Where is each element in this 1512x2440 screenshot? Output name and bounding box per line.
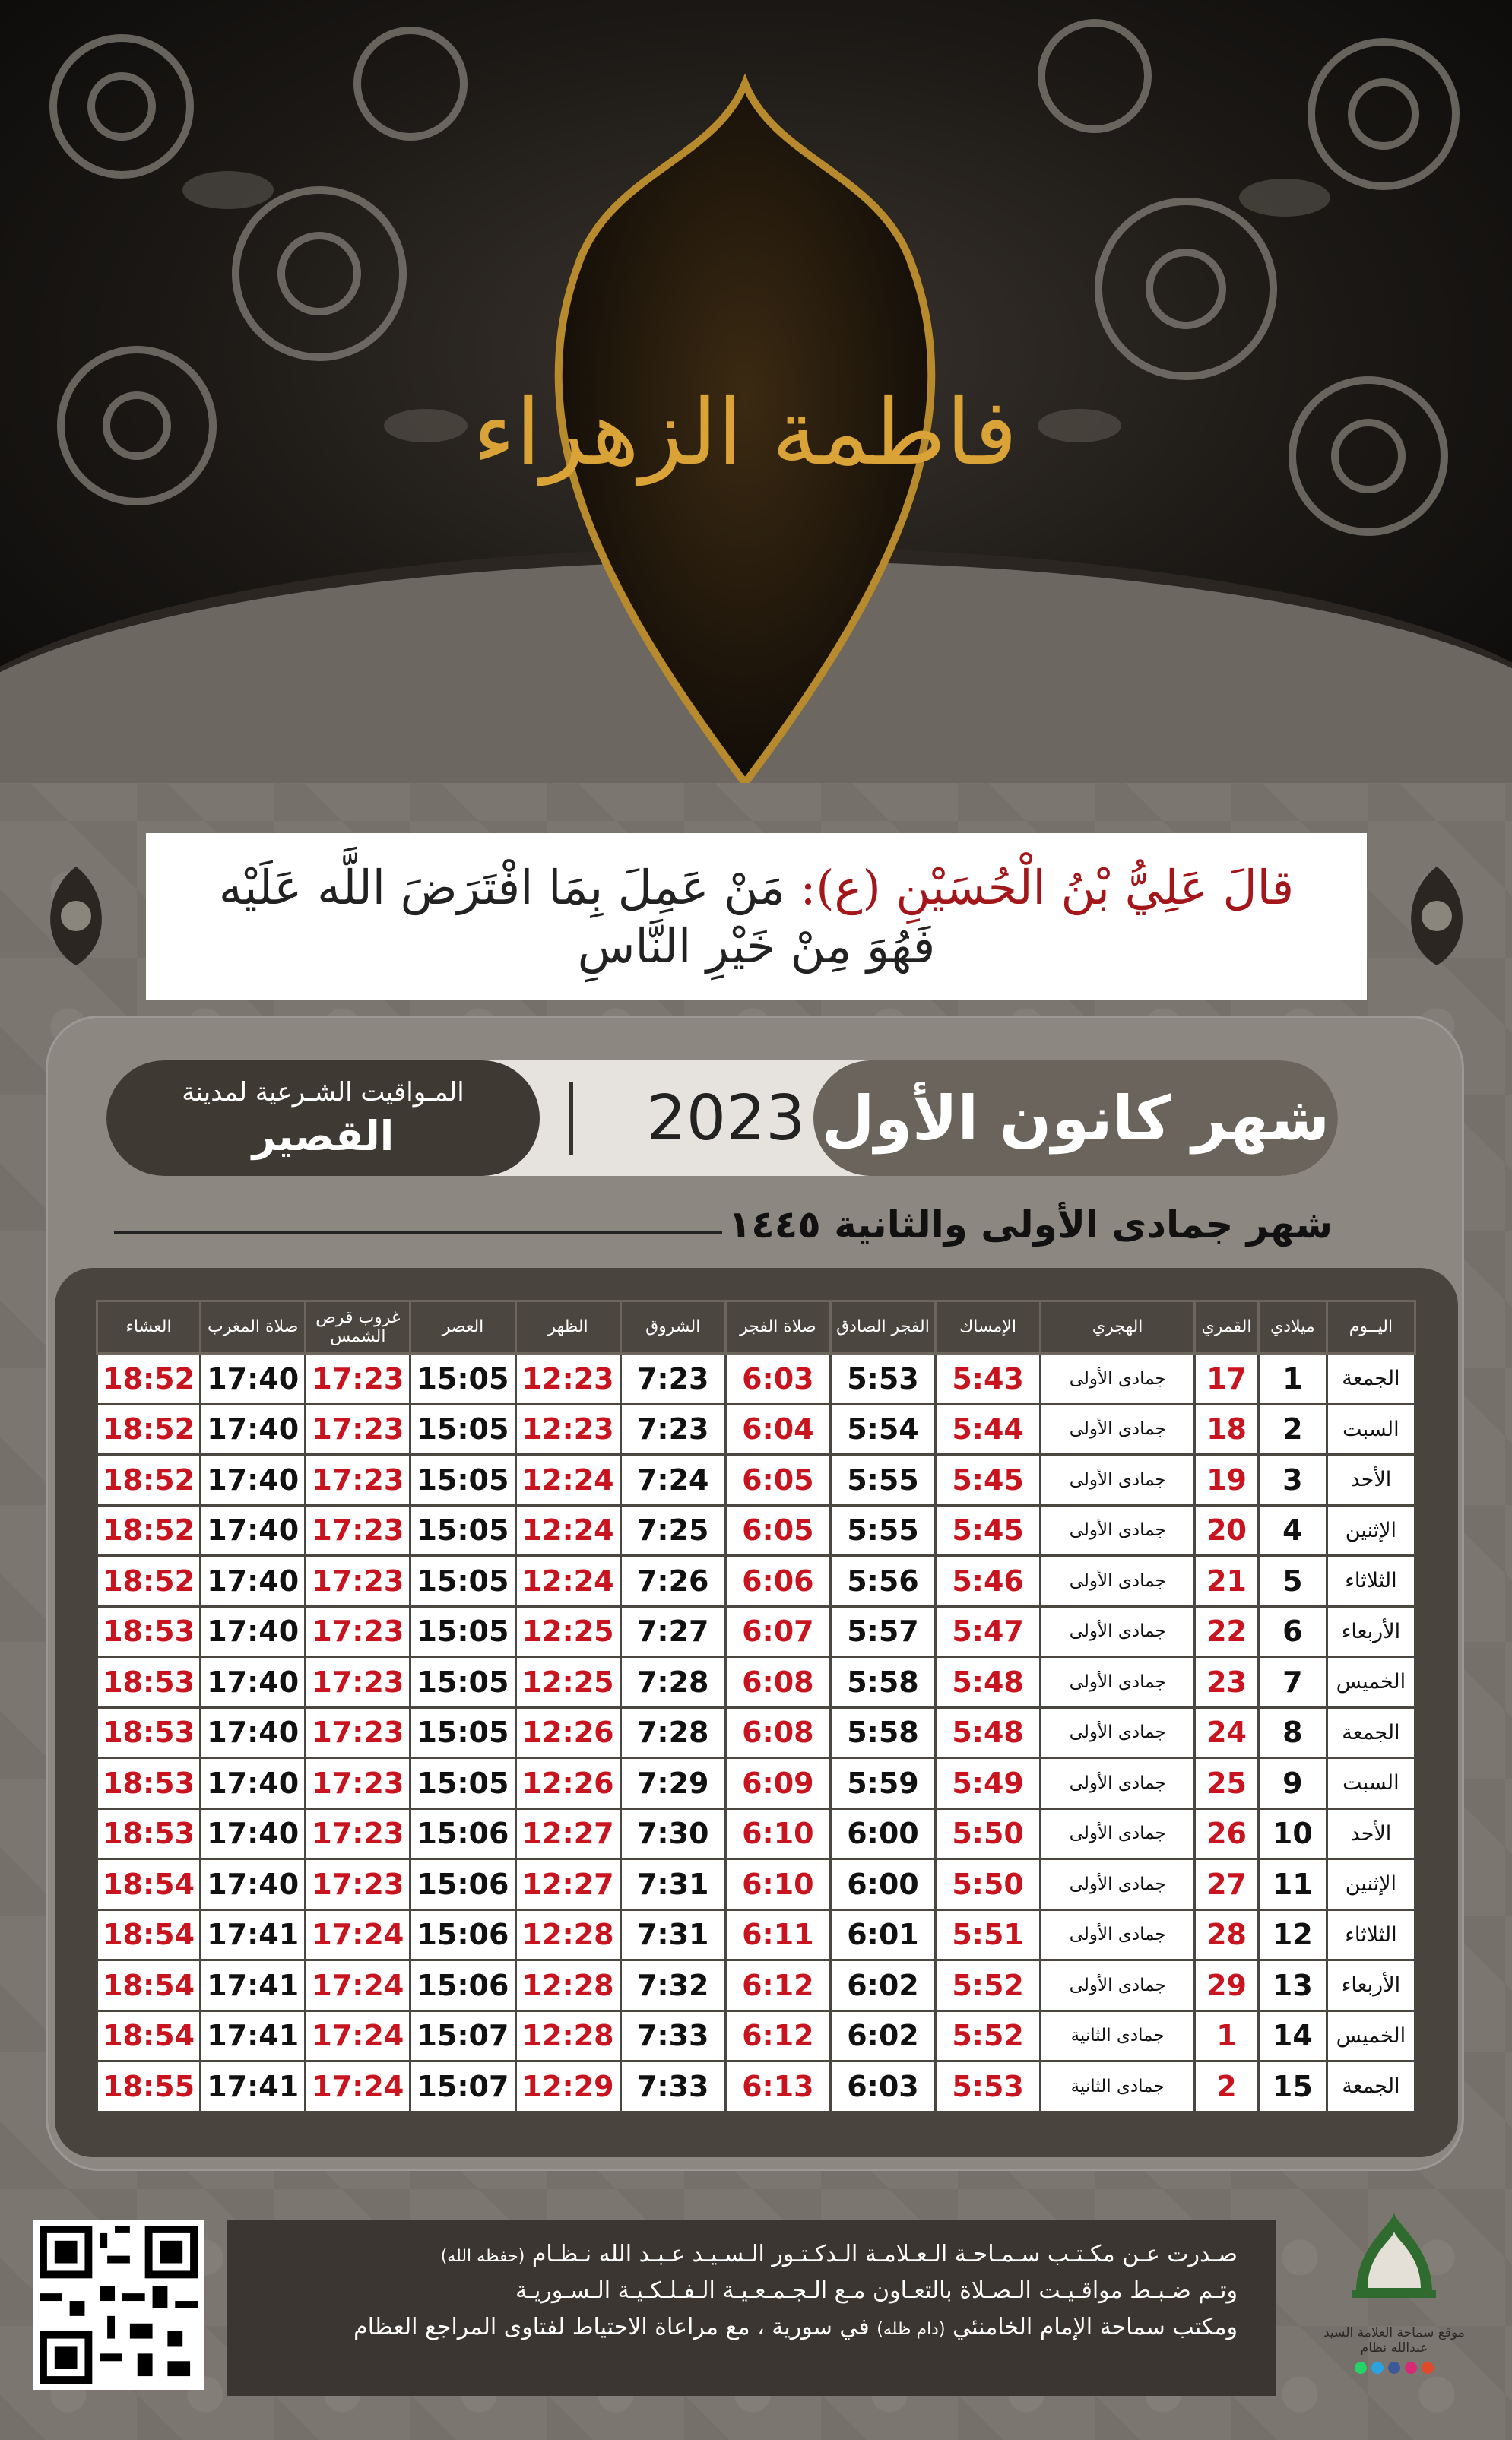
table-cell: 7:33 [620, 2061, 725, 2112]
table-cell: جمادى الأولى [1041, 1960, 1195, 2011]
table-cell: 5:48 [936, 1707, 1041, 1758]
city-name: القصير [252, 1111, 395, 1160]
table-cell: 15:05 [410, 1606, 515, 1657]
footer-credits [227, 2220, 1276, 2396]
table-cell: 17:40 [201, 1606, 306, 1657]
table-cell: 6:12 [725, 2011, 830, 2061]
table-cell: 5:51 [936, 1909, 1041, 1960]
table-cell: 5:47 [936, 1606, 1041, 1657]
city-block [106, 1060, 540, 1176]
table-cell: 6:03 [725, 1354, 830, 1405]
table-cell: 17:40 [201, 1657, 306, 1708]
whatsapp-icon[interactable] [1355, 2362, 1367, 2374]
table-cell: 27 [1195, 1859, 1259, 1910]
table-cell: 17:40 [201, 1404, 306, 1455]
table-cell: 17:23 [306, 1859, 410, 1910]
table-cell: جمادى الأولى [1041, 1909, 1195, 1960]
table-cell: 18:53 [97, 1657, 201, 1708]
table-cell: 15:06 [410, 1808, 515, 1859]
table-cell: 7:29 [620, 1758, 725, 1809]
table-cell: 5:54 [830, 1404, 935, 1455]
column-header: غروب قرص الشمس [306, 1301, 410, 1354]
table-row [97, 2011, 1415, 2061]
table-cell: 5:46 [936, 1556, 1041, 1607]
table-cell: 6:02 [830, 2011, 935, 2061]
column-header: القمري [1195, 1301, 1259, 1354]
table-row [97, 1758, 1415, 1809]
table-cell: 17:23 [306, 1455, 410, 1506]
prayer-times-table [96, 1300, 1416, 2113]
table-cell: 17:23 [306, 1808, 410, 1859]
table-cell: 12:25 [515, 1657, 620, 1708]
table-cell: الإثنين [1327, 1505, 1415, 1556]
table-cell: 1 [1258, 1354, 1327, 1405]
instagram-icon[interactable] [1405, 2362, 1417, 2374]
table-cell: 6:10 [725, 1808, 830, 1859]
table-cell: 3 [1258, 1455, 1327, 1506]
table-cell: 15:05 [410, 1455, 515, 1506]
table-cell: 18:53 [97, 1707, 201, 1758]
table-cell: 12:24 [515, 1505, 620, 1556]
table-cell: 18:54 [97, 2011, 201, 2061]
table-cell: الخميس [1327, 1657, 1415, 1708]
table-cell: 17:23 [306, 1707, 410, 1758]
table-cell: 5:58 [830, 1657, 935, 1708]
dome-logo-icon [1345, 2208, 1444, 2322]
table-cell: 6:03 [830, 2061, 935, 2112]
table-cell: 18:55 [97, 2061, 201, 2112]
table-cell: 12:23 [515, 1354, 620, 1405]
youtube-icon[interactable] [1422, 2362, 1434, 2374]
table-cell: 6:05 [725, 1505, 830, 1556]
logo-caption: موقع سماحة العلامة السيد عبدالله نظام [1323, 2325, 1465, 2356]
table-cell: 5:49 [936, 1758, 1041, 1809]
table-cell: 18:52 [97, 1455, 201, 1506]
table-cell: الجمعة [1327, 1354, 1415, 1405]
table-cell: 19 [1195, 1455, 1259, 1506]
table-row [97, 2061, 1415, 2112]
table-cell: 18:53 [97, 1808, 201, 1859]
table-cell: 12:27 [515, 1859, 620, 1910]
table-cell: الثلاثاء [1327, 1556, 1415, 1607]
footer-line-1-note: (حفظه الله) [440, 2247, 525, 2266]
left-ornament-icon [30, 859, 122, 973]
table-cell: 17:23 [306, 1354, 410, 1405]
table-cell: 15:05 [410, 1505, 515, 1556]
table-cell: جمادى الأولى [1041, 1556, 1195, 1607]
column-header: العصر [410, 1301, 515, 1354]
table-cell: 6:00 [830, 1859, 935, 1910]
table-cell: 17:24 [306, 1909, 410, 1960]
table-cell: 6:11 [725, 1909, 830, 1960]
table-cell: 22 [1195, 1606, 1259, 1657]
table-cell: 6:07 [725, 1606, 830, 1657]
table-cell: 15:07 [410, 2061, 515, 2112]
table-cell: 5:50 [936, 1808, 1041, 1859]
table-row [97, 1859, 1415, 1910]
table-cell: 5:44 [936, 1404, 1041, 1455]
table-cell: 6:12 [725, 1960, 830, 2011]
footer-line-3-note: (دام ظله) [876, 2320, 946, 2339]
table-row [97, 1808, 1415, 1859]
site-logo[interactable] [1307, 2208, 1482, 2406]
table-cell: 5:55 [830, 1505, 935, 1556]
table-cell: 15:06 [410, 1859, 515, 1910]
quote-line-1 [219, 858, 1294, 917]
table-cell: الثلاثاء [1327, 1909, 1415, 1960]
table-cell: 17:40 [201, 1758, 306, 1809]
qr-code-icon [40, 2226, 198, 2384]
table-cell: 6:08 [725, 1657, 830, 1708]
table-cell: 17:40 [201, 1556, 306, 1607]
table-cell: جمادى الأولى [1041, 1808, 1195, 1859]
table-cell: 20 [1195, 1505, 1259, 1556]
table-cell: 4 [1258, 1505, 1327, 1556]
table-cell: 5:45 [936, 1505, 1041, 1556]
table-cell: 6 [1258, 1606, 1327, 1657]
table-cell: 5:53 [830, 1354, 935, 1405]
table-cell: 15:05 [410, 1404, 515, 1455]
table-cell: 12:29 [515, 2061, 620, 2112]
table-cell: 24 [1195, 1707, 1259, 1758]
column-header: الظهر [515, 1301, 620, 1354]
table-cell: 15:05 [410, 1657, 515, 1708]
table-cell: 15:05 [410, 1556, 515, 1607]
footer-line-1-main: صـدرت عـن مكـتـب سـمـاحـة الـعـلامـة الـدكـتـور الـسـيـد عـبـد الله نـظـام [531, 2241, 1238, 2267]
table-cell: 23 [1195, 1657, 1259, 1708]
table-cell: 14 [1258, 2011, 1327, 2061]
table-cell: جمادى الأولى [1041, 1606, 1195, 1657]
table-cell: 5:53 [936, 2061, 1041, 2112]
title-bar [106, 1060, 1338, 1176]
footer-line-3 [257, 2309, 1238, 2346]
table-cell: 5:43 [936, 1354, 1041, 1405]
table-cell: 12:28 [515, 1909, 620, 1960]
table-cell: 18:52 [97, 1505, 201, 1556]
table-cell: 15:05 [410, 1707, 515, 1758]
table-cell: 17:41 [201, 1909, 306, 1960]
table-cell: 12 [1258, 1909, 1327, 1960]
table-cell: 7 [1258, 1657, 1327, 1708]
table-cell: 6:01 [830, 1909, 935, 1960]
hadith-quote [146, 833, 1367, 1000]
table-cell: 6:13 [725, 2061, 830, 2112]
table-cell: 5:45 [936, 1455, 1041, 1506]
table-cell: جمادى الأولى [1041, 1859, 1195, 1910]
table-cell: 17:24 [306, 2011, 410, 2061]
table-cell: 7:28 [620, 1707, 725, 1758]
table-cell: 17:24 [306, 1960, 410, 2011]
table-row [97, 1657, 1415, 1708]
table-cell: جمادى الأولى [1041, 1455, 1195, 1506]
table-cell: 15:06 [410, 1960, 515, 2011]
table-cell: 15:05 [410, 1354, 515, 1405]
table-cell: 6:02 [830, 1960, 935, 2011]
table-header-row [97, 1301, 1415, 1354]
table-cell: 17:23 [306, 1758, 410, 1809]
calligraphy-medallion [456, 68, 1034, 783]
table-cell: 18:53 [97, 1606, 201, 1657]
table-cell: 17 [1195, 1354, 1259, 1405]
table-cell: 5:55 [830, 1455, 935, 1506]
table-cell: 8 [1258, 1707, 1327, 1758]
table-cell: 18:54 [97, 1859, 201, 1910]
month-title: شهر كانون الأول [813, 1060, 1338, 1176]
table-cell: 12:26 [515, 1758, 620, 1809]
table-cell: 7:27 [620, 1606, 725, 1657]
hero-banner [0, 0, 1512, 783]
table-body [97, 1354, 1415, 2112]
table-cell: 7:24 [620, 1455, 725, 1506]
table-cell: 18:53 [97, 1758, 201, 1809]
table-cell: جمادى الأولى [1041, 1758, 1195, 1809]
table-cell: 5:59 [830, 1758, 935, 1809]
table-cell: جمادى الأولى [1041, 1707, 1195, 1758]
column-header: العشاء [97, 1301, 201, 1354]
table-cell: 12:28 [515, 1960, 620, 2011]
table-cell: الجمعة [1327, 1707, 1415, 1758]
table-cell: 17:23 [306, 1505, 410, 1556]
table-cell: جمادى الأولى [1041, 1657, 1195, 1708]
table-cell: 5:56 [830, 1556, 935, 1607]
table-cell: 13 [1258, 1960, 1327, 2011]
facebook-icon[interactable] [1388, 2362, 1400, 2374]
table-row [97, 1404, 1415, 1455]
hijri-months: شهر جمادى الأولى والثانية ١٤٤٥ [727, 1203, 1333, 1247]
table-cell: 15 [1258, 2061, 1327, 2112]
table-cell: 6:04 [725, 1404, 830, 1455]
table-cell: جمادى الثانية [1041, 2011, 1195, 2061]
table-cell: 5 [1258, 1556, 1327, 1607]
table-cell: السبت [1327, 1404, 1415, 1455]
table-cell: 17:40 [201, 1455, 306, 1506]
table-cell: 18:54 [97, 1960, 201, 2011]
table-row [97, 1556, 1415, 1607]
column-header: الفجر الصادق [830, 1301, 935, 1354]
table-cell: الخميس [1327, 2011, 1415, 2061]
column-header: ميلادي [1258, 1301, 1327, 1354]
quote-line-2: فَهُوَ مِنْ خَيْرِ النَّاسِ [577, 918, 936, 974]
table-cell: 11 [1258, 1859, 1327, 1910]
table-cell: 5:52 [936, 2011, 1041, 2061]
table-cell: 5:48 [936, 1657, 1041, 1708]
table-cell: 26 [1195, 1808, 1259, 1859]
table-row [97, 1505, 1415, 1556]
table-row [97, 1606, 1415, 1657]
table-cell: الجمعة [1327, 2061, 1415, 2112]
table-cell: الأحد [1327, 1808, 1415, 1859]
table-cell: 15:06 [410, 1909, 515, 1960]
table-cell: 9 [1258, 1758, 1327, 1809]
table-cell: 5:58 [830, 1707, 935, 1758]
quote-lead: قالَ عَلِيُّ بْنُ الْحُسَيْنِ (ع): [800, 859, 1295, 915]
table-cell: 25 [1195, 1758, 1259, 1809]
table-cell: 18:52 [97, 1556, 201, 1607]
table-cell: 17:41 [201, 2011, 306, 2061]
table-cell: 6:00 [830, 1808, 935, 1859]
table-cell: 7:31 [620, 1859, 725, 1910]
table-cell: 17:40 [201, 1505, 306, 1556]
table-cell: 17:23 [306, 1404, 410, 1455]
table-cell: 6:09 [725, 1758, 830, 1809]
table-cell: السبت [1327, 1758, 1415, 1809]
table-cell: 28 [1195, 1909, 1259, 1960]
column-header: صلاة المغرب [201, 1301, 306, 1354]
table-cell: 7:26 [620, 1556, 725, 1607]
title-separator [569, 1082, 573, 1155]
table-cell: 17:23 [306, 1657, 410, 1708]
table-cell: جمادى الأولى [1041, 1505, 1195, 1556]
table-row [97, 1707, 1415, 1758]
table-cell: 7:30 [620, 1808, 725, 1859]
table-cell: 17:23 [306, 1556, 410, 1607]
table-cell: الأربعاء [1327, 1960, 1415, 2011]
hijri-underline [114, 1231, 722, 1234]
table-cell: 7:23 [620, 1404, 725, 1455]
column-header: الشروق [620, 1301, 725, 1354]
table-cell: 6:05 [725, 1455, 830, 1506]
table-cell: 10 [1258, 1808, 1327, 1859]
table-row [97, 1354, 1415, 1405]
table-cell: 2 [1195, 2061, 1259, 2112]
social-icons [1307, 2362, 1482, 2374]
table-cell: 15:07 [410, 2011, 515, 2061]
table-cell: 12:24 [515, 1556, 620, 1607]
table-cell: 12:25 [515, 1606, 620, 1657]
table-cell: 12:26 [515, 1707, 620, 1758]
table-cell: 12:27 [515, 1808, 620, 1859]
table-cell: 2 [1258, 1404, 1327, 1455]
table-cell: جمادى الأولى [1041, 1354, 1195, 1405]
table-cell: 7:33 [620, 2011, 725, 2061]
table-cell: 7:28 [620, 1657, 725, 1708]
table-row [97, 1455, 1415, 1506]
table-row [97, 1960, 1415, 2011]
table-cell: الإثنين [1327, 1859, 1415, 1910]
footer-line-2: وتـم ضـبـط مواقـيـت الـصـلاة بالتعـاون مـع الـجـمـعـيـة الـفـلـكـيـة الـسـوريـة [515, 2277, 1238, 2304]
table-cell: 7:23 [620, 1354, 725, 1405]
table-cell: 21 [1195, 1556, 1259, 1607]
column-header: الإمساك [936, 1301, 1041, 1354]
table-cell: 6:10 [725, 1859, 830, 1910]
table-cell: 5:50 [936, 1859, 1041, 1910]
table-cell: 17:40 [201, 1354, 306, 1405]
table-cell: 12:24 [515, 1455, 620, 1506]
table-cell: جمادى الثانية [1041, 2061, 1195, 2112]
right-ornament-icon [1391, 859, 1482, 973]
qr-code[interactable] [33, 2220, 204, 2390]
table-cell: الأحد [1327, 1455, 1415, 1506]
table-cell: 18:52 [97, 1354, 201, 1405]
table-cell: 18 [1195, 1404, 1259, 1455]
table-cell: 6:08 [725, 1707, 830, 1758]
column-header: الهجري [1041, 1301, 1195, 1354]
footer-line-1 [257, 2236, 1238, 2273]
column-header: صلاة الفجر [725, 1301, 830, 1354]
table-cell: 12:28 [515, 2011, 620, 2061]
quote-rest: مَنْ عَمِلَ بِمَا افْتَرَضَ اللَّه عَلَيْه [218, 859, 785, 915]
table-cell: 29 [1195, 1960, 1259, 2011]
footer-line-3-b: في سورية ، مع مراعاة الاحتياط لفتاوى المراجع العظام [353, 2314, 870, 2340]
table-cell: 7:32 [620, 1960, 725, 2011]
table-cell: 17:23 [306, 1606, 410, 1657]
table-cell: 17:40 [201, 1808, 306, 1859]
column-header: اليــوم [1327, 1301, 1415, 1354]
table-cell: 6:06 [725, 1556, 830, 1607]
table-cell: 1 [1195, 2011, 1259, 2061]
city-label: المـواقيت الشـرعية لمدينة [182, 1076, 464, 1108]
table-cell: 5:57 [830, 1606, 935, 1657]
telegram-icon[interactable] [1371, 2362, 1384, 2374]
table-row [97, 1909, 1415, 1960]
table-cell: جمادى الأولى [1041, 1404, 1195, 1455]
calligraphy-text: فاطمة الزهراء [472, 380, 1018, 486]
table-cell: 17:41 [201, 2061, 306, 2112]
table-cell: 7:31 [620, 1909, 725, 1960]
table-cell: 18:52 [97, 1404, 201, 1455]
table-cell: 17:40 [201, 1859, 306, 1910]
year: 2023 [646, 1082, 806, 1155]
table-cell: 5:52 [936, 1960, 1041, 2011]
table-cell: 17:24 [306, 2061, 410, 2112]
footer-line-3-a: ومكتب سماحة الإمام الخامنئي [953, 2314, 1238, 2340]
table-cell: 18:54 [97, 1909, 201, 1960]
table-cell: الأربعاء [1327, 1606, 1415, 1657]
table-cell: 7:25 [620, 1505, 725, 1556]
table-cell: 12:23 [515, 1404, 620, 1455]
table-cell: 15:05 [410, 1758, 515, 1809]
table-cell: 17:41 [201, 1960, 306, 2011]
table-cell: 17:40 [201, 1707, 306, 1758]
